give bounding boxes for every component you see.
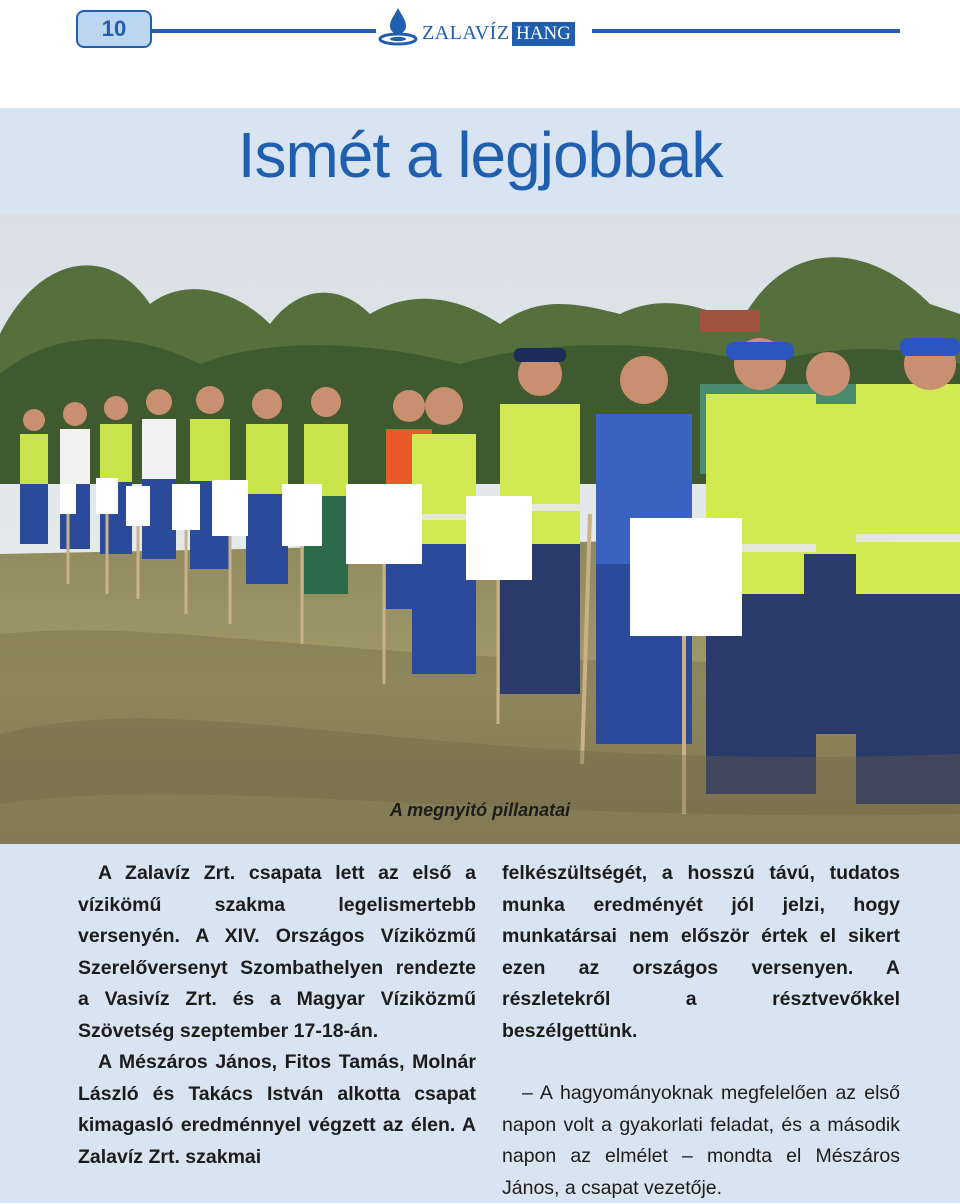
paragraph-continued: felkészültségét, a hosszú távú, tudatos munka eredményét jól jelzi, hogy munkatársai nem először értek el sikert ezen az országos versenyen. A részletekről a résztvevőkkel beszélgettünk. (502, 862, 900, 1042)
team-lineup-photo-icon (0, 214, 960, 844)
logo-word: ZALAVÍZ (422, 22, 510, 44)
article-photo (0, 214, 960, 844)
paragraph-gap (502, 1047, 900, 1078)
logo-tag: HANG (512, 22, 575, 46)
page-number-text: 10 (101, 16, 127, 41)
header-rule-right (592, 29, 900, 33)
paragraph-intro: A Zalavíz Zrt. csapata lett az első a vízikömű szakma legelismertebb versenyén. A XIV. Országos Víziközmű Szerelőversenyt Szombathelyen rendezte a Vasivíz Zrt. és a Magyar Víziközmű Szövetség szeptember 17-18-án. (78, 862, 476, 1042)
paragraph-quote: – A hagyományoknak megfelelően az első napon volt a gyakorlati feladat, és a második napon az elmélet – mondta el Mészáros János, a csapat vezetője. (502, 1082, 900, 1199)
article-column-left (78, 858, 476, 1173)
article-column-right (502, 858, 900, 1204)
page-number (76, 10, 152, 48)
water-drop-icon (378, 6, 418, 46)
photo-caption: A megnyitó pillanatai (389, 800, 571, 820)
header-rule-left (152, 29, 376, 33)
article-title: Ismét a legjobbak (237, 119, 723, 191)
paragraph-team: A Mészáros János, Fitos Tamás, Molnár László és Takács István alkotta csapat kimagasló eredménnyel végzett az élen. A Zalavíz Zrt. szakmai (78, 1051, 476, 1168)
publication-logo (378, 4, 590, 48)
